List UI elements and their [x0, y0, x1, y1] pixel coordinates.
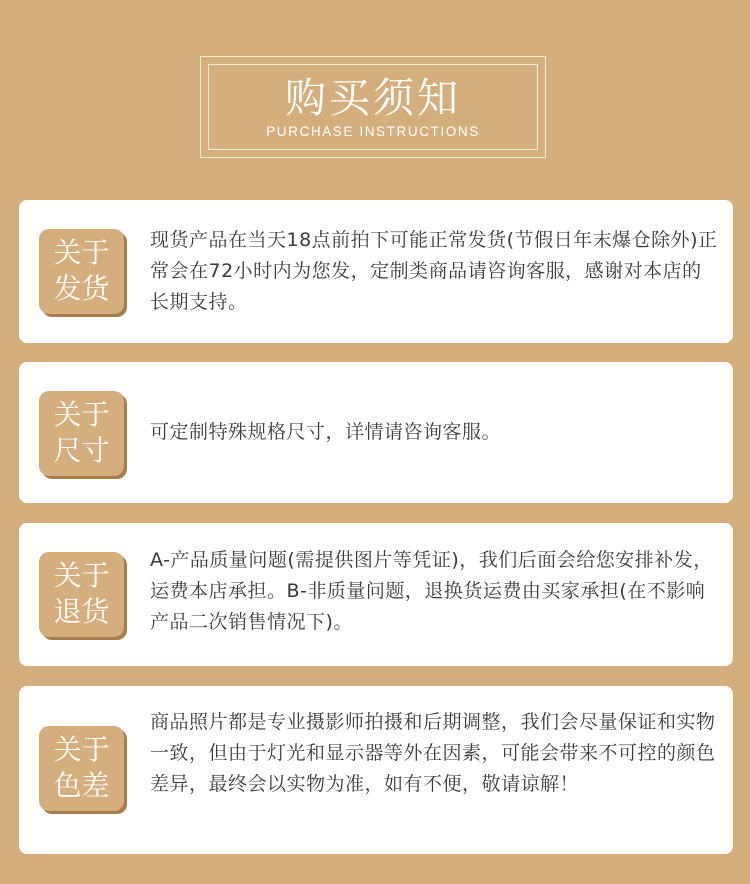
- card-text-return: A-产品质量问题(需提供图片等凭证)，我们后面会给您安排补发，运费本店承担。B-非质量问题，退换货运费由买家承担(在不影响产品二次销售情况下)。: [150, 549, 713, 633]
- tag-line1: 关于: [53, 559, 110, 592]
- tag-size: [39, 391, 124, 476]
- page-subtitle: PURCHASE INSTRUCTIONS: [266, 124, 480, 139]
- card-text-size: 可定制特殊规格尺寸，详情请咨询客服。: [150, 421, 502, 443]
- tag-line2: 发货: [53, 272, 110, 305]
- tag-color: [39, 726, 124, 811]
- card-text-shipping: 现货产品在当天18点前拍下可能正常发货(节假日年末爆仓除外)正常会在72小时内为您发，定制类商品请咨询客服，感谢对本店的长期支持。: [150, 229, 718, 313]
- card-text-color: 商品照片都是专业摄影师拍摄和后期调整，我们会尽量保证和实物一致，但由于灯光和显示器等外在因素，可能会带来不可控的颜色差异，最终会以实物为准，如有不便，敬请谅解！: [150, 711, 716, 795]
- tag-return: [39, 552, 124, 637]
- tag-line2: 尺寸: [53, 434, 110, 467]
- tag-line1: 关于: [53, 236, 110, 269]
- page-title: 购买须知: [285, 74, 461, 122]
- tag-line1: 关于: [53, 398, 110, 431]
- card-size: [19, 362, 733, 503]
- card-shipping: [19, 200, 733, 343]
- tag-line2: 退货: [53, 595, 110, 628]
- tag-line2: 色差: [53, 769, 110, 802]
- card-return: [19, 523, 733, 666]
- tag-line1: 关于: [53, 733, 110, 766]
- tag-shipping: [39, 229, 124, 314]
- header-title-frame: [200, 56, 546, 158]
- card-color: [19, 686, 733, 854]
